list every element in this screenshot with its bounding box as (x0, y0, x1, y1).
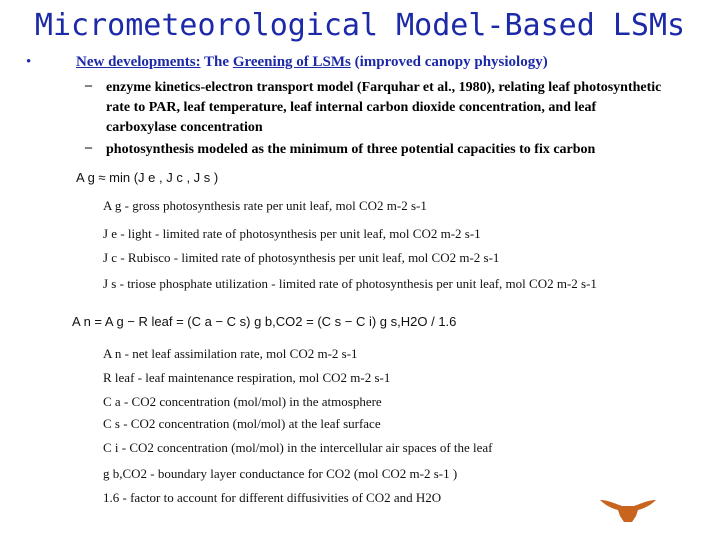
bullet-mark: • (26, 54, 32, 70)
bullet-label-new: New developments: (76, 54, 201, 70)
bullet-label-end: (improved canopy physiology) (350, 54, 548, 70)
equation-gross-photosynthesis: A g ≈ min (J e , J c , J s ) (76, 170, 219, 185)
eq2-def-rleaf: R leaf - leaf maintenance respiration, mol CO2 m-2 s-1 (103, 370, 391, 385)
eq1-def-ag: A g - gross photosynthesis rate per unit leaf, mol CO2 m-2 s-1 (103, 198, 427, 213)
subpoint-dash: – (85, 78, 92, 93)
eq2-def-ca: C a - CO2 concentration (mol/mol) in the atmosphere (103, 394, 382, 409)
eq1-def-js: J s - triose phosphate utilization - limited rate of photosynthesis per unit leaf, mol CO2 m-2 s-1 (103, 276, 597, 291)
eq2-def-ci: C i - CO2 concentration (mol/mol) in the intercellular air spaces of the leaf (103, 440, 493, 455)
bullet-text (76, 54, 548, 71)
subpoint-text-photosynthesis: photosynthesis modeled as the minimum of three potential capacities to fix carbon (106, 142, 596, 157)
slide-title: Micrometeorological Model-Based LSMs (34, 8, 686, 43)
eq2-def-gb: g b,CO2 - boundary layer conductance for CO2 (mol CO2 m-2 s-1 ) (103, 466, 458, 481)
eq1-def-jc: J c - Rubisco - limited rate of photosynthesis per unit leaf, mol CO2 m-2 s-1 (103, 250, 500, 265)
eq1-def-je: J e - light - limited rate of photosynthesis per unit leaf, mol CO2 m-2 s-1 (103, 226, 481, 241)
subpoint-dash: – (85, 140, 92, 155)
eq2-def-cs: C s - CO2 concentration (mol/mol) at the leaf surface (103, 416, 381, 431)
bullet-label-greening: Greening of LSMs (232, 54, 351, 70)
longhorn-icon (598, 494, 658, 526)
bullet-label-mid: The (200, 54, 233, 70)
eq2-def-factor: 1.6 - factor to account for different diffusivities of CO2 and H2O (103, 490, 442, 505)
subpoint-text-enzyme: enzyme kinetics-electron transport model (Farquhar et al., 1980), relating leaf photosynthetic rate to PAR, leaf temperature, leaf internal carbon dioxide concentration, and leaf carboxylase concentration (106, 80, 662, 135)
eq2-def-an: A n - net leaf assimilation rate, mol CO2 m-2 s-1 (103, 346, 358, 361)
equation-net-assimilation: A n = A g − R leaf = (C a − C s) g b,CO2 = (C s − C i) g s,H2O / 1.6 (72, 314, 457, 329)
